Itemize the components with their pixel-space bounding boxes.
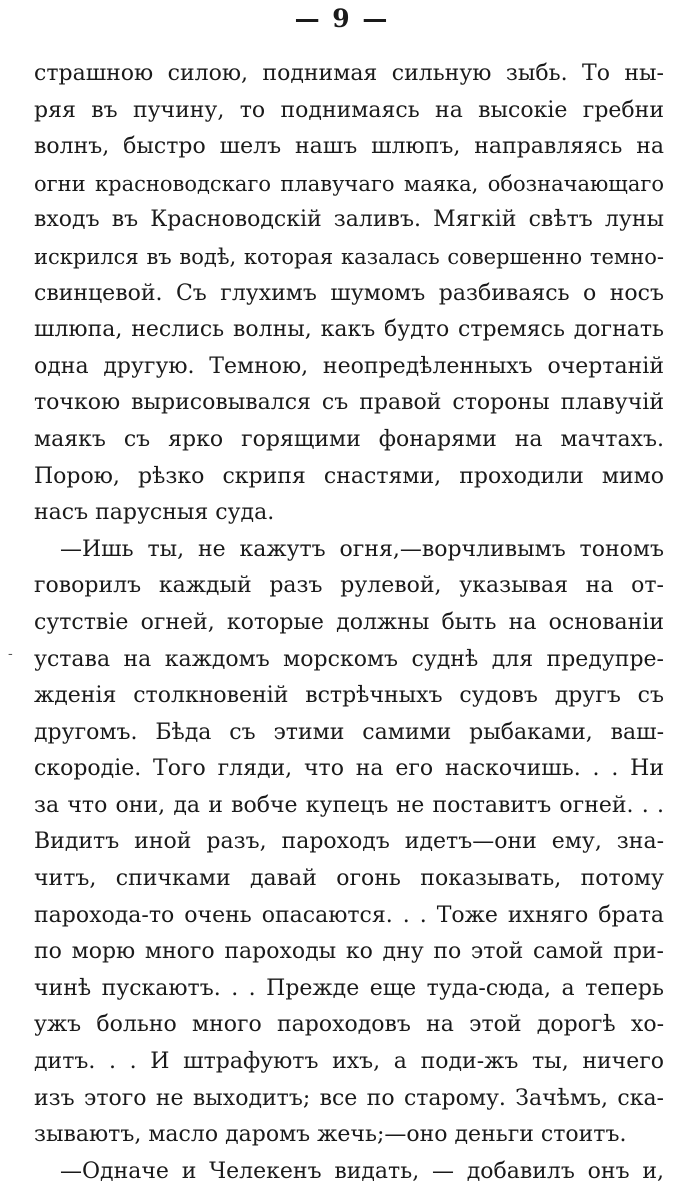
text-line: жденія столкновеній встрѣчныхъ судовъ другъ съ xyxy=(34,683,664,709)
text-line: чинѣ пускаютъ. . . Прежде еще туда-сюда, а теперь xyxy=(34,975,664,1001)
text-line: Видитъ иной разъ, пароходъ идетъ—они ему, зна- xyxy=(34,829,664,855)
text-line: Порою, рѣзко скрипя снастями, проходили мимо xyxy=(34,463,664,489)
text-line: ряя въ пучину, то поднимаясь на высокіе гребни xyxy=(34,97,664,123)
text-line: читъ, спичками давай огонь показывать, потому xyxy=(34,866,664,892)
text-line: входъ въ Красноводскій заливъ. Мягкій свѣтъ луны xyxy=(34,207,664,233)
text-line: изъ этого не выходитъ; все по старому. Зачѣмъ, ска- xyxy=(34,1085,664,1111)
page-number: — 9 — xyxy=(294,4,390,33)
text-line: дитъ. . . И штрафуютъ ихъ, а поди-жъ ты, ничего xyxy=(34,1049,664,1075)
page-body-text xyxy=(34,56,664,1190)
text-line: шлюпа, неслись волны, какъ будто стремясь догнать xyxy=(34,317,664,343)
text-line-paragraph-start: —Одначе и Челекенъ видать, — добавилъ онъ и, xyxy=(60,1158,664,1184)
text-line: свинцевой. Съ глухимъ шумомъ разбиваясь о носъ xyxy=(34,280,664,306)
text-line-paragraph-end: насъ парусныя суда. xyxy=(34,500,275,526)
text-line: искрился въ водѣ, которая казалась совершенно темно- xyxy=(34,244,664,269)
text-line: одна другую. Темною, неопредѣленныхъ очертаній xyxy=(34,353,664,379)
text-line: другомъ. Бѣда съ этими самими рыбаками, ваш- xyxy=(34,719,664,745)
text-line: точкою вырисовывался съ правой стороны плавучій xyxy=(34,390,664,416)
text-line-paragraph-end: зываютъ, масло даромъ жечь;—оно деньги стоитъ. xyxy=(34,1122,627,1148)
text-line: говорилъ каждый разъ рулевой, указывая на от- xyxy=(34,573,664,599)
text-line: ужъ больно много пароходовъ на этой дорогѣ хо- xyxy=(34,1012,664,1038)
text-line: по морю много пароходы ко дну по этой самой при- xyxy=(34,939,664,965)
text-line-paragraph-start: —Ишь ты, не кажутъ огня,—ворчливымъ тономъ xyxy=(60,536,664,562)
text-line: сутствіе огней, которые должны быть на основаніи xyxy=(34,609,664,635)
margin-ink-speck: - xyxy=(8,646,13,662)
text-line: страшною силою, поднимая сильную зыбь. То ны- xyxy=(34,61,664,86)
text-line: парохода-то очень опасаются. . . Тоже ихняго брата xyxy=(34,902,664,928)
text-line: за что они, да и вобче купецъ не поставитъ огней. . . xyxy=(34,792,664,818)
text-line: маякъ съ ярко горящими фонарями на мачтахъ. xyxy=(34,426,664,452)
text-line: устава на каждомъ морскомъ суднѣ для предупре- xyxy=(34,646,664,672)
text-line: огни красноводскаго плавучаго маяка, обозначающаго xyxy=(34,171,664,196)
text-line: волнъ, быстро шелъ нашъ шлюпъ, направляясь на xyxy=(34,134,664,160)
text-line: скородіе. Того гляди, что на его наскочишь. . . Ни xyxy=(34,756,664,782)
